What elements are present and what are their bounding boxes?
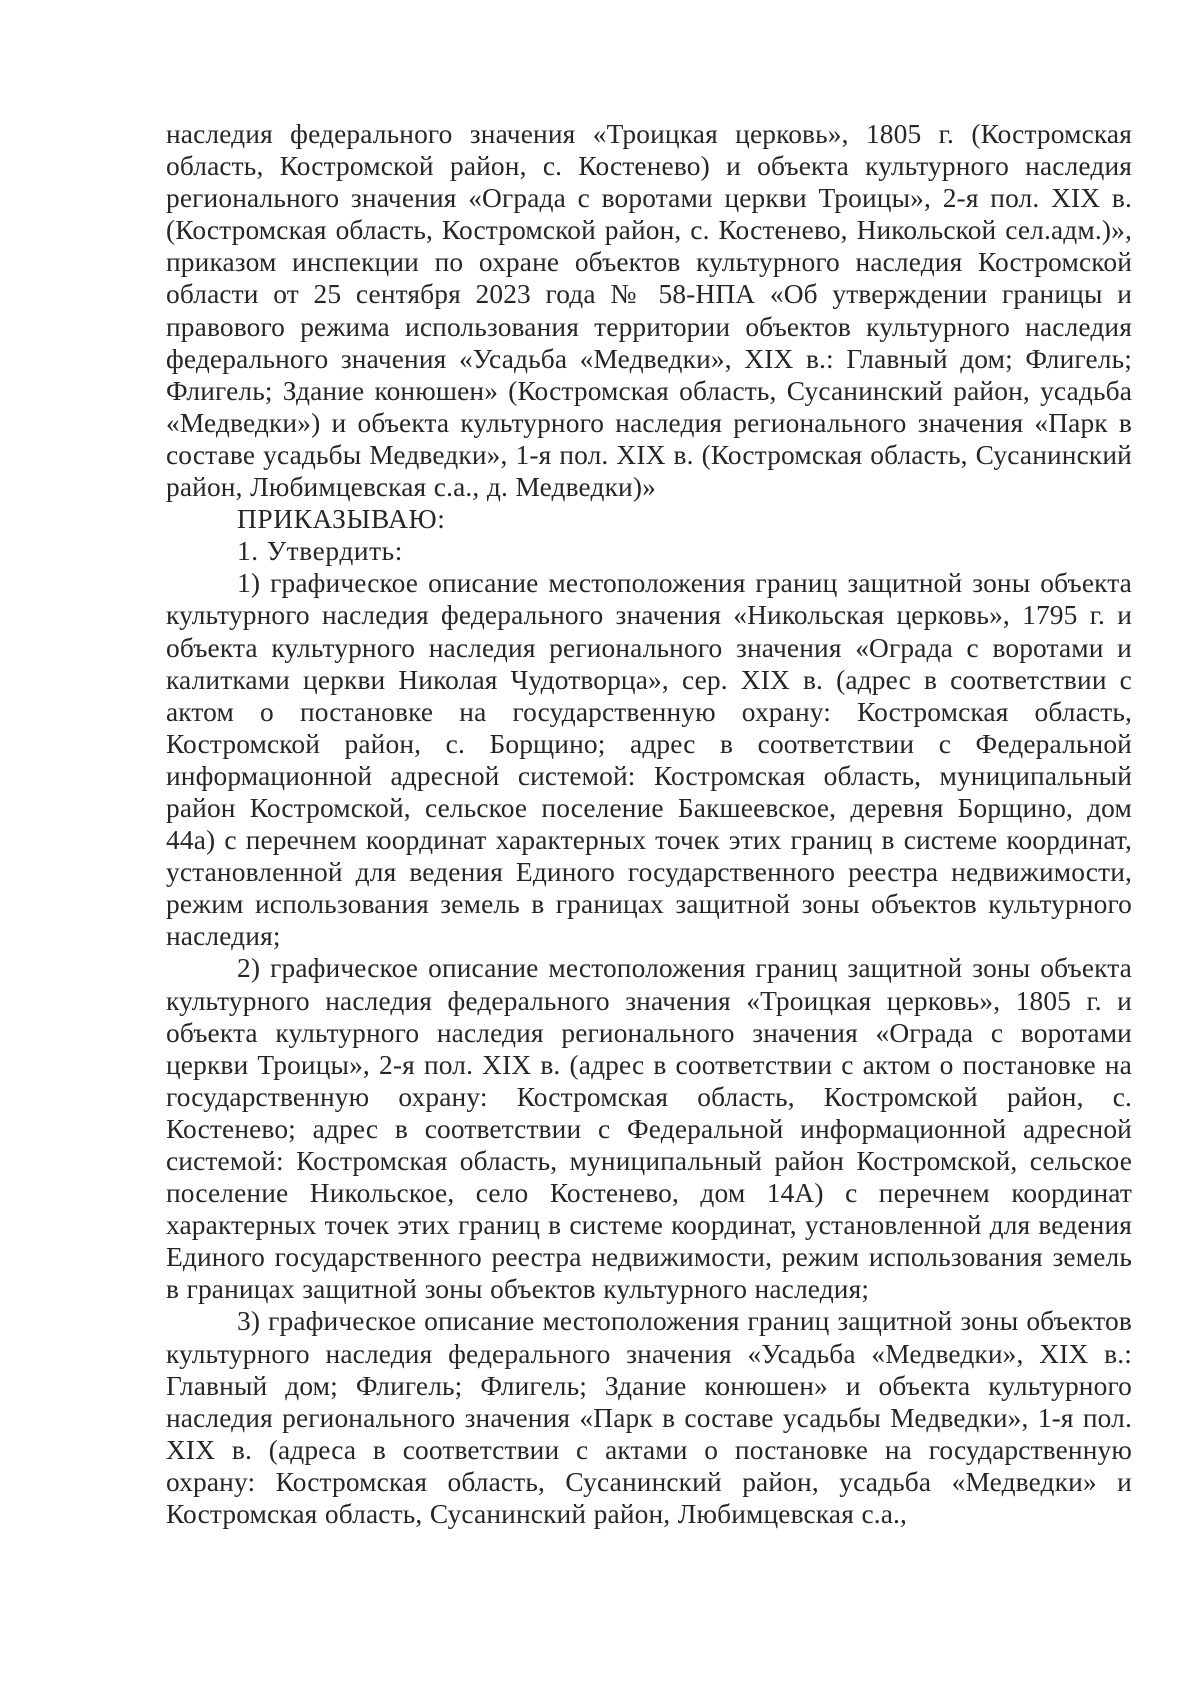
document-page <box>166 118 1132 1530</box>
subitem-1-paragraph: 1) графическое описание местоположения границ защитной зоны объекта культурного наследия федерального значения «Никольская церковь», 1795 г. и объекта культурного наследия регионального значения «Ограда с воротами и калитками церкви Николая Чудотворца», сер. XIX в. (адрес в соответствии с актом о постановке на государственную охрану: Костромская область, Костромской район, с. Борщино; адрес в соответствии с Федеральной информационной адресной системой: Костромская область, муниципальный район Костромской, сельское поселение Бакшеевское, деревня Борщино, дом 44а) с перечнем координат характерных точек этих границ в системе координат, установленной для ведения Единого государственного реестра недвижимости, режим использования земель в границах защитной зоны объектов культурного наследия; <box>166 568 1132 952</box>
subitem-2-paragraph: 2) графическое описание местоположения границ защитной зоны объекта культурного наследия федерального значения «Троицкая церковь», 1805 г. и объекта культурного наследия регионального значения «Ограда с воротами церкви Троицы», 2-я пол. XIX в. (адрес в соответствии с актом о постановке на государственную охрану: Костромская область, Костромской район, с. Костенево; адрес в соответствии с Федеральной информационной адресной системой: Костромская область, муниципальный район Костромской, сельское поселение Никольское, село Костенево, дом 14А) с перечнем координат характерных точек этих границ в системе координат, установленной для ведения Единого государственного реестра недвижимости, режим использования земель в границах защитной зоны объектов культурного наследия; <box>166 953 1132 1305</box>
order-heading: ПРИКАЗЫВАЮ: <box>237 504 446 535</box>
intro-paragraph: наследия федерального значения «Троицкая церковь», 1805 г. (Костромская область, Костромской район, с. Костенево) и объекта культурного наследия регионального значения «Ограда с воротами церкви Троицы», 2-я пол. XIX в. (Костромская область, Костромской район, с. Костенево, Никольской сел.адм.)», приказом инспекции по охране объектов культурного наследия Костромской области от 25 сентября 2023 года № 58-НПА «Об утверждении границы и правового режима использования территории объектов культурного наследия федерального значения «Усадьба «Медведки», XIX в.: Главный дом; Флигель; Флигель; Здание конюшен» (Костромская область, Сусанинский район, усадьба «Медведки») и объекта культурного наследия регионального значения «Парк в составе усадьбы Медведки», 1-я пол. XIX в. (Костромская область, Сусанинский район, Любимцевская с.а., д. Медведки)» <box>166 119 1132 503</box>
item-1-heading: 1. Утвердить: <box>237 536 403 567</box>
subitem-3-paragraph: 3) графическое описание местоположения границ защитной зоны объектов культурного наследия федерального значения «Усадьба «Медведки», XIX в.: Главный дом; Флигель; Флигель; Здание конюшен» и объекта культурного наследия регионального значения «Парк в составе усадьбы Медведки», 1-я пол. XIX в. (адреса в соответствии с актами о постановке на государственную охрану: Костромская область, Сусанинский район, усадьба «Медведки» и Костромская область, Сусанинский район, Любимцевская с.а., <box>166 1306 1132 1530</box>
